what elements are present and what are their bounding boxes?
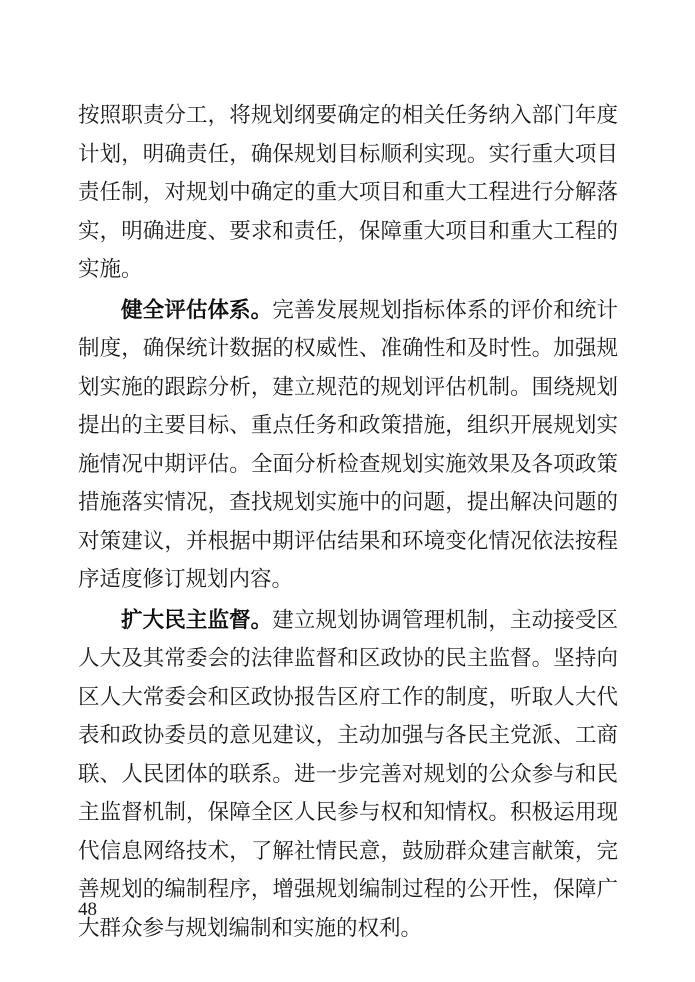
paragraph-text: 建立规划协调管理机制，主动接受区人大及其常委会的法律监督和区政协的民主监督。坚持向区人大常委会和区政协报告区府工作的制度，听取人大代表和政协委员的意见建议，主动加强与各民主党派、工商联、人民团体的联系。进一步完善对规划的公众参与和民主监督机制，保障全区人民参与权和知情权。积极运用现代信息网络技术，了解社情民意，鼓励群众建言献策，完善规划的编制程序，增强规划编制过程的公开性，保障广大群众参与规划编制和实施的权利。 [78,607,618,941]
paragraph-heading: 健全评估体系。 [121,297,273,323]
paragraph-continuation [78,97,618,290]
paragraph-heading: 扩大民主监督。 [121,607,273,633]
page-number: 48 [78,899,97,920]
body-text [78,97,618,950]
paragraph-democratic-supervision [78,602,618,949]
paragraph-text: 按照职责分工，将规划纲要确定的相关任务纳入部门年度计划，明确责任，确保规划目标顺利实现。实行重大项目责任制，对规划中确定的重大项目和重大工程进行分解落实，明确进度、要求和责任，保障重大项目和重大工程的实施。 [78,103,618,282]
paragraph-text: 完善发展规划指标体系的评价和统计制度，确保统计数据的权威性、准确性和及时性。加强规划实施的跟踪分析，建立规范的规划评估机制。围绕规划提出的主要目标、重点任务和政策措施，组织开展规划实施情况中期评估。全面分析检查规划实施效果及各项政策措施落实情况，查找规划实施中的问题，提出解决问题的对策建议，并根据中期评估结果和环境变化情况依法按程序适度修订规划内容。 [78,297,618,592]
paragraph-evaluation-system [78,292,618,600]
